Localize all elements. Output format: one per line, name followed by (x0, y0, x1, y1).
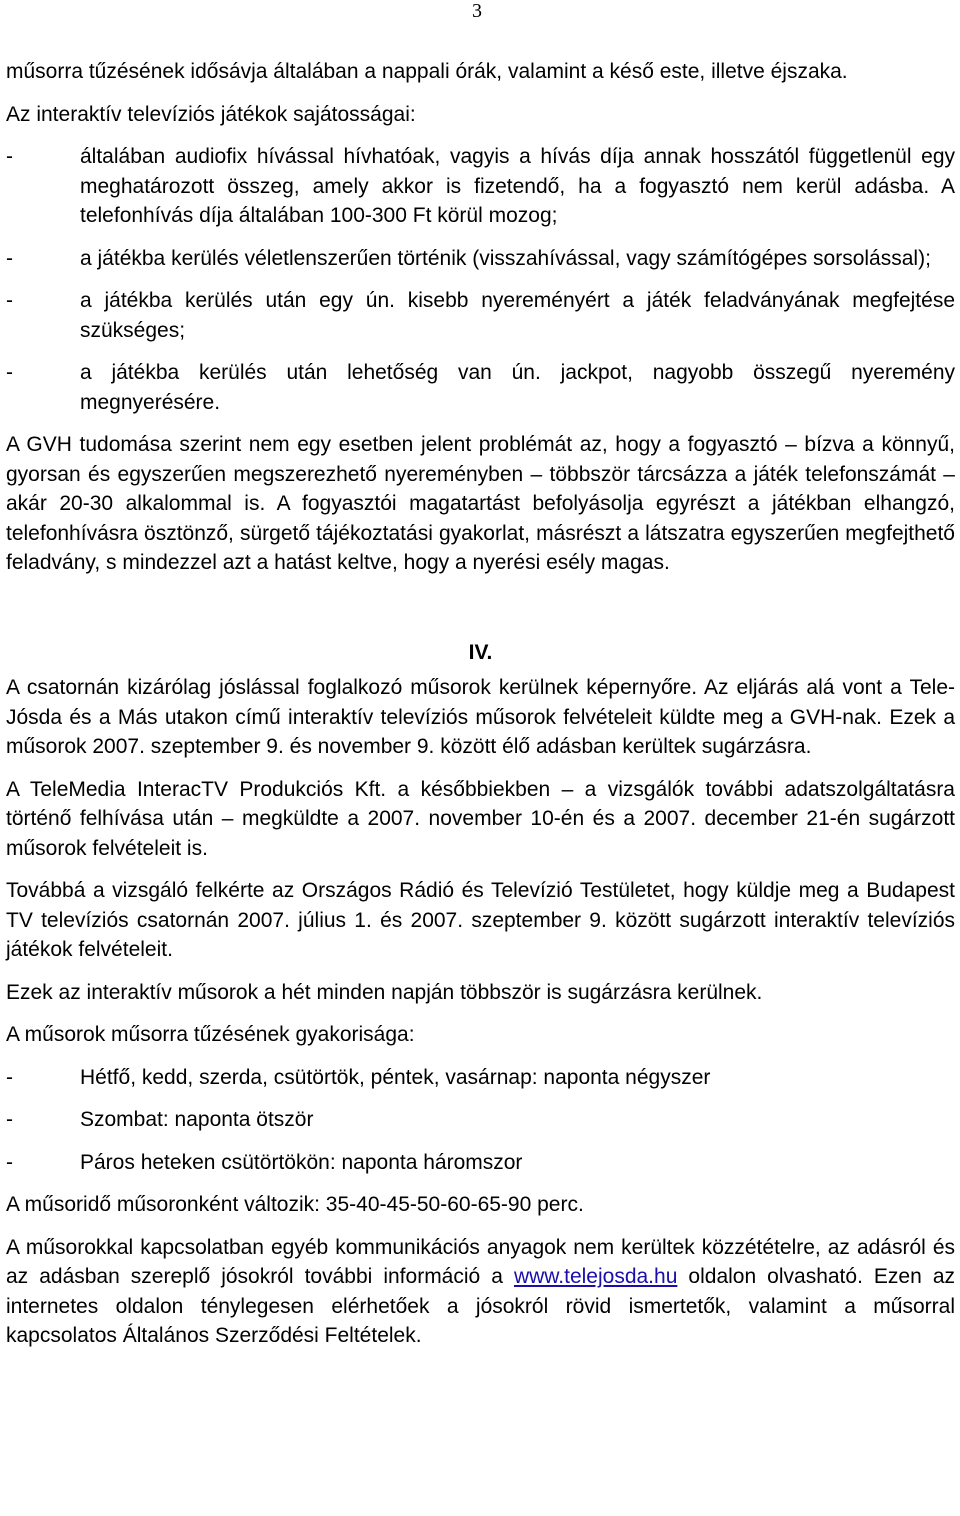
page-number: 3 (472, 0, 482, 22)
dash-bullet: - (6, 1150, 13, 1174)
list-item (6, 1105, 955, 1135)
list-item (6, 142, 955, 231)
list-item-text: Páros heteken csütörtökön: naponta háromszor (80, 1150, 523, 1174)
document-body (6, 57, 955, 1351)
section-paragraph: Továbbá a vizsgáló felkérte az Országos Rádió és Televízió Testületet, hogy küldje meg a Budapest TV televíziós csatornán 2007. július 1. és 2007. szeptember 9. között sugárzott interaktív televíziós játékok felvételeit. (6, 879, 955, 961)
list-item (6, 1063, 955, 1093)
dash-bullet: - (6, 145, 13, 168)
paragraph-text: A műsorokkal kapcsolatban egyéb kommunikációs anyagok nem kerültek közzétételre, az adásról és az adásban szereplő jósokról további információ a (6, 1235, 955, 1288)
section-paragraph: A műsoridő műsoronként változik: 35-40-45-50-60-65-90 perc. (6, 1193, 584, 1216)
list-item-text: a játékba kerülés véletlenszerűen történik (visszahívással, vagy számítógépes sorsolással); (80, 246, 931, 270)
intro-paragraph: műsorra tűzésének idősávja általában a nappali órák, valamint a késő este, illetve éjszaka. (6, 60, 848, 83)
section-paragraph (6, 1233, 955, 1351)
list-item (6, 286, 955, 345)
dash-bullet: - (6, 246, 13, 270)
gvh-paragraph: A GVH tudomása szerint nem egy esetben jelent problémát az, hogy a fogyasztó – bízva a könnyű, gyorsan és egyszerűen megszerezhető nyereményben – többször tárcsázza a játék telefonszámát – akár 20-30 alkalommal is. A fogyasztói magatartást befolyásolja egyrészt a játékban elhangzó, telefonhívásra ösztönző, sürgető tájékoztatási gyakorlat, másrészt a látszatra egyszerűen megfejthető feladvány, s mindezzel azt a hatást keltve, hogy a nyerési esély magas. (6, 433, 955, 574)
section-heading: IV. (468, 640, 493, 664)
list-item (6, 244, 955, 274)
list-item-text: Szombat: naponta ötször (80, 1108, 314, 1131)
dash-bullet: - (6, 1108, 13, 1131)
list-item (6, 358, 955, 417)
dash-bullet: - (6, 1065, 13, 1089)
list-item-text: a játékba kerülés után egy ún. kisebb nyereményért a játék feladványának megfejtése szükséges; (80, 289, 955, 342)
section-paragraph: A TeleMedia InteracTV Produkciós Kft. a későbbiekben – a vizsgálók további adatszolgáltatásra történő felhívása után – megküldte a 2007. november 10-én és a 2007. december 21-én sugárzott műsorok felvételeit is. (6, 777, 955, 860)
list-item-text: általában audiofix hívással hívhatóak, vagyis a hívás díja annak hosszától függetlenül egy meghatározott összeg, amely akkor is fizetendő, ha a fogyasztó nem kerül adásba. A telefonhívás díja általában 100-300 Ft körül mozog; (80, 145, 955, 227)
list-item (6, 1148, 955, 1178)
telejosda-link[interactable]: www.telejosda.hu (513, 1265, 678, 1288)
paragraph-text: oldalon olvasható. Ezen az internetes oldalon ténylegesen elérhetőek a jósokról rövid ismertetők, valamint a műsorral kapcsolatos Általános Szerződési Feltételek. (6, 1265, 955, 1347)
section-paragraph: A csatornán kizárólag jóslással foglalkozó műsorok kerülnek képernyőre. Az eljárás alá vont a Tele-Jósda és a Más utakon című interaktív televíziós műsorok felvételeit küldte meg a GVH-nak. Ezek a műsorok 2007. szeptember 9. és november 9. között élő adásban kerültek sugárzásra. (6, 676, 955, 758)
section-paragraph: Ezek az interaktív műsorok a hét minden napján többször is sugárzásra kerülnek. (6, 980, 763, 1004)
dash-bullet: - (6, 289, 13, 312)
features-list (6, 142, 955, 417)
frequency-list (6, 1063, 955, 1178)
list-item-text: Hétfő, kedd, szerda, csütörtök, péntek, vasárnap: naponta négyszer (80, 1065, 711, 1089)
dash-bullet: - (6, 361, 13, 384)
frequency-intro: A műsorok műsorra tűzésének gyakorisága: (6, 1023, 415, 1046)
features-intro: Az interaktív televíziós játékok sajátosságai: (6, 102, 416, 126)
list-item-text: a játékba kerülés után lehetőség van ún. jackpot, nagyobb összegű nyeremény megnyerésére. (80, 361, 955, 414)
